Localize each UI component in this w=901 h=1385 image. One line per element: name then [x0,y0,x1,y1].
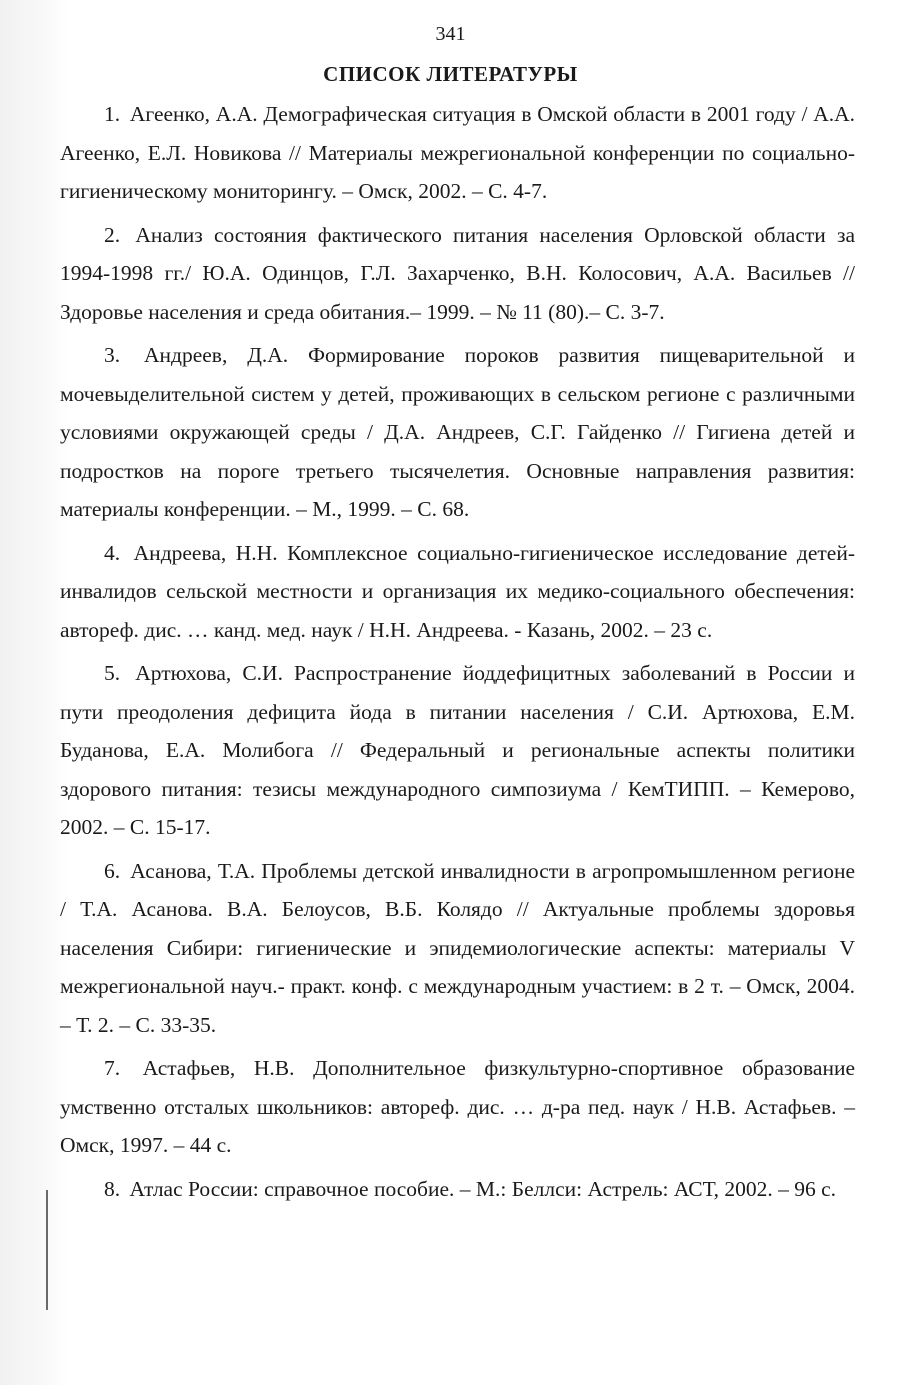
reference-number: 8. [104,1176,121,1201]
reference-number: 3. [104,343,121,367]
reference-text: Астафьев, Н.В. Дополнительное физкультурно-спортивное образование умственно отсталых школьников: автореф. дис. … д-ра пед. наук / Н.В. Астафьев. – Омск, 1997. – 44 с. [60,1056,856,1157]
reference-text: Андреева, Н.Н. Комплексное социально-гигиеническое исследование детей-инвалидов сельской местности и организация их медико-социального обеспечения: автореф. дис. … канд. мед. наук / Н.Н. Андреева. - Казань, 2002. – 23 с. [60,540,856,642]
page-number: 341 [435,23,466,45]
reference-text: Асанова, Т.А. Проблемы детской инвалидности в агропромышленном регионе / Т.А. Асанова. В.А. Белоусов, В.Б. Колядо // Актуальные проблемы здоровья населения Сибири: гигиенические и эпидемиологические аспекты: материалы V межрегиональной науч.- практ. конф. с международным участием: в 2 т. – Омск, 2004. – Т. 2. – С. 33-35. [60,858,855,1037]
binding-line [46,1190,48,1310]
reference-item [60,95,855,211]
reference-number: 2. [104,222,121,247]
reference-item [60,654,855,847]
reference-number: 6. [104,858,121,883]
reference-item [60,1049,855,1165]
reference-number: 1. [104,102,121,126]
reference-text: Атлас России: справочное пособие. – М.: Беллси: Астрель: АСТ, 2002. – 96 с. [129,1176,837,1201]
reference-item [60,534,855,650]
reference-number: 7. [104,1056,121,1080]
reference-text: Андреев, Д.А. Формирование пороков развития пищеварительной и мочевыделительной систем у детей, проживающих в сельском регионе с различными условиями окружающей среды / Д.А. Андреев, С.Г. Гайденко // Гигиена детей и подростков на пороге третьего тысячелетия. Основные направления развития: материалы конференции. – М., 1999. – С. 68. [60,343,855,521]
reference-item [60,336,855,529]
reference-list [60,95,855,1213]
reference-item [60,1170,855,1209]
page-title: СПИСОК ЛИТЕРАТУРЫ [323,62,578,86]
reference-number: 5. [104,661,121,685]
reference-text: Агеенко, А.А. Демографическая ситуация в Омской области в 2001 году / А.А. Агеенко, Е.Л. Новикова // Материалы межрегиональной конференции по социально-гигиеническому мониторингу. – Омск, 2002. – С. 4-7. [60,102,856,203]
reference-text: Анализ состояния фактического питания населения Орловской области за 1994-1998 гг./ Ю.А. Одинцов, Г.Л. Захарченко, В.Н. Колосович, А.А. Васильев // Здоровье населения и среда обитания.– 1999. – № 11 (80).– С. 3-7. [60,222,856,324]
reference-number: 4. [104,540,121,565]
reference-item [60,216,855,332]
reference-item [60,852,855,1045]
reference-text: Артюхова, С.И. Распространение йоддефицитных заболеваний в России и пути преодоления дефицита йода в питании населения / С.И. Артюхова, Е.М. Буданова, Е.А. Молибога // Федеральный и региональные аспекты политики здорового питания: тезисы международного симпозиума / КемТИПП. – Кемерово, 2002. – С. 15-17. [60,661,855,839]
